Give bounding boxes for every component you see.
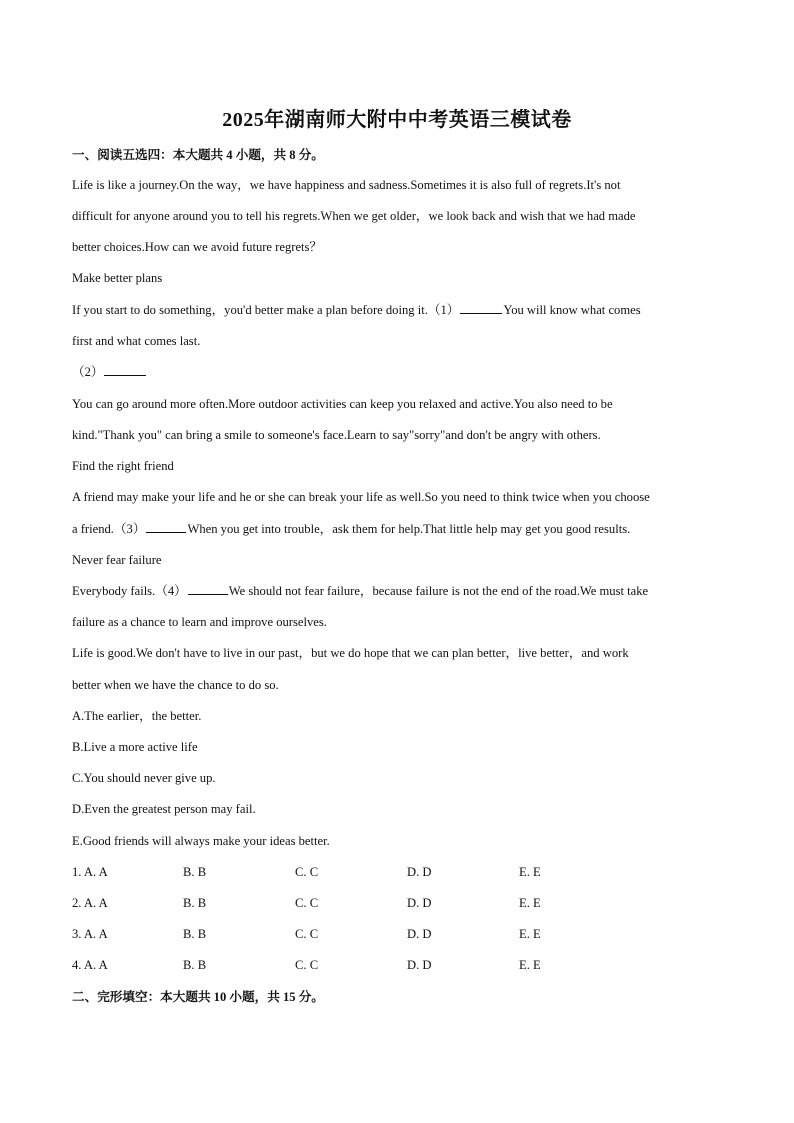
answer-row-1: [72, 864, 732, 880]
passage-text: We should not fear failure，because failure is not the end of the road.We must take: [228, 584, 649, 598]
answer-blank-2[interactable]: [104, 364, 146, 376]
option-c[interactable]: C. C: [295, 958, 319, 972]
option-d[interactable]: D. D: [407, 865, 432, 879]
option-b[interactable]: B. B: [183, 896, 207, 910]
passage-line: first and what comes last.: [72, 334, 201, 348]
question-number-2: （2）: [72, 365, 104, 379]
passage-line: A friend may make your life and he or she can break your life as well.So you need to think twice when you choose: [72, 490, 650, 504]
option-c[interactable]: C. C: [295, 896, 319, 910]
passage-line: better when we have the chance to do so.: [72, 678, 279, 692]
option-a[interactable]: 4. A. A: [72, 958, 108, 972]
answer-blank-4[interactable]: [188, 583, 228, 595]
passage-line: difficult for anyone around you to tell his regrets.When we get older，we look back and wish that we had made: [72, 209, 636, 223]
option-b[interactable]: B. B: [183, 958, 207, 972]
passage-line: You can go around more often.More outdoor activities can keep you relaxed and active.You also need to be: [72, 397, 613, 411]
answer-row-2: [72, 895, 732, 911]
answer-row-4: [72, 957, 732, 973]
passage-line: kind."Thank you" can bring a smile to someone's face.Learn to say"sorry"and don't be angry with others.: [72, 428, 601, 442]
passage-text: Everybody fails.（4）: [72, 584, 187, 598]
option-a[interactable]: 2. A. A: [72, 896, 108, 910]
option-a[interactable]: 1. A. A: [72, 865, 108, 879]
option-d[interactable]: D. D: [407, 958, 432, 972]
passage-line: Life is good.We don't have to live in our past，but we do hope that we can plan better，live better，and work: [72, 646, 629, 660]
passage-text: If you start to do something，you'd better make a plan before doing it.（1）: [72, 303, 460, 317]
answer-blank-3[interactable]: [146, 521, 186, 533]
option-c[interactable]: C. C: [295, 865, 319, 879]
passage-subheading: Find the right friend: [72, 459, 174, 473]
option-e[interactable]: E. E: [519, 865, 541, 879]
passage-line-with-blank-3: [72, 521, 732, 537]
option-e[interactable]: E. E: [519, 896, 541, 910]
passage-line: Life is like a journey.On the way，we have happiness and sadness.Sometimes it is also full of regrets.It's not: [72, 178, 621, 192]
option-e[interactable]: E. E: [519, 927, 541, 941]
page-title: 2025年湖南师大附中中考英语三模试卷: [222, 109, 572, 131]
section-heading-reading: 一、阅读五选四：本大题共 4 小题，共 8 分。: [72, 148, 324, 162]
answer-blank-1[interactable]: [460, 302, 502, 314]
option-b[interactable]: B. B: [183, 865, 207, 879]
choice-b: B.Live a more active life: [72, 740, 198, 754]
choice-e: E.Good friends will always make your ideas better.: [72, 834, 330, 848]
choice-a: A.The earlier，the better.: [72, 709, 202, 723]
passage-subheading: Make better plans: [72, 271, 163, 285]
option-a[interactable]: 3. A. A: [72, 927, 108, 941]
passage-text: When you get into trouble，ask them for help.That little help may get you good results.: [187, 522, 631, 536]
choice-d: D.Even the greatest person may fail.: [72, 802, 256, 816]
passage-line-with-blank-1: [72, 302, 732, 318]
section-heading-cloze: 二、完形填空：本大题共 10 小题，共 15 分。: [72, 990, 324, 1004]
passage-line-blank-2: [72, 364, 732, 380]
option-e[interactable]: E. E: [519, 958, 541, 972]
option-d[interactable]: D. D: [407, 927, 432, 941]
choice-c: C.You should never give up.: [72, 771, 216, 785]
option-d[interactable]: D. D: [407, 896, 432, 910]
passage-line-with-blank-4: [72, 583, 732, 599]
passage-line: failure as a chance to learn and improve ourselves.: [72, 615, 327, 629]
passage-line: better choices.How can we avoid future regrets？: [72, 240, 323, 254]
answer-row-3: [72, 926, 732, 942]
option-c[interactable]: C. C: [295, 927, 319, 941]
option-b[interactable]: B. B: [183, 927, 207, 941]
passage-text: You will know what comes: [503, 303, 641, 317]
passage-subheading: Never fear failure: [72, 553, 162, 567]
passage-text: a friend.（3）: [72, 522, 146, 536]
